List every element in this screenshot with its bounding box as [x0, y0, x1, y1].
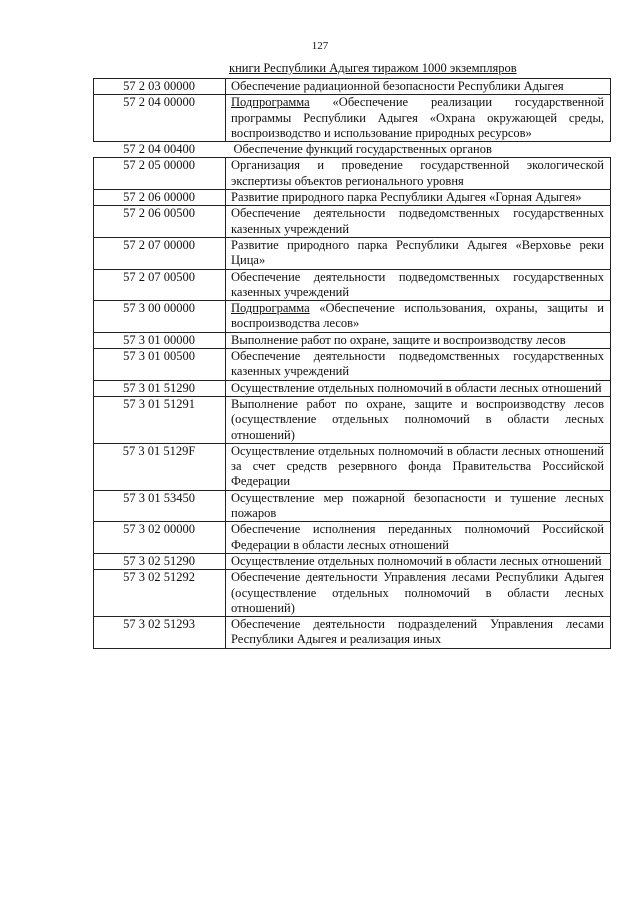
row-description	[226, 158, 611, 190]
table-row	[94, 142, 611, 158]
table-row	[94, 206, 611, 238]
table-row	[94, 190, 611, 206]
table-row	[94, 237, 611, 269]
table-row	[94, 490, 611, 522]
row-code: 57 3 02 51292	[94, 570, 226, 617]
row-text: Осуществление отдельных полномочий в области лесных отношений за счет средств резервного фонда Правительства Российской Федерации	[231, 443, 604, 489]
row-text: Выполнение работ по охране, защите и воспроизводству лесов (осуществление отдельных полномочий в области лесных отношений)	[231, 396, 604, 442]
row-description	[226, 237, 611, 269]
row-code: 57 3 00 00000	[94, 301, 226, 333]
row-description	[226, 570, 611, 617]
row-text: Развитие природного парка Республики Адыгея «Горная Адыгея»	[231, 190, 582, 205]
row-code: 57 2 03 00000	[94, 79, 226, 95]
table-row	[94, 301, 611, 333]
row-text: Обеспечение радиационной безопасности Республики Адыгея	[231, 79, 564, 93]
row-code: 57 3 02 51290	[94, 553, 226, 569]
row-description	[226, 190, 611, 206]
row-code: 57 3 01 5129F	[94, 443, 226, 490]
continuation-text: книги Республики Адыгея тиражом 1000 экземпляров	[229, 61, 517, 75]
row-code: 57 2 07 00500	[94, 269, 226, 301]
row-description	[226, 332, 611, 348]
table-row	[94, 570, 611, 617]
row-text: Обеспечение исполнения переданных полномочий Российской Федерации в области лесных отношений	[231, 522, 604, 552]
table-row	[94, 332, 611, 348]
row-text: Обеспечение функций государственных органов	[233, 142, 492, 157]
row-text: Выполнение работ по охране, защите и воспроизводству лесов	[231, 332, 566, 347]
subprogram-label: Подпрограмма	[231, 301, 310, 316]
row-text: Организация и проведение государственной экологической экспертизы объектов регионального уровня	[231, 158, 604, 188]
row-text: Обеспечение деятельности подведомственных государственных казенных учреждений	[231, 206, 604, 236]
row-text: Осуществление мер пожарной безопасности и тушение лесных пожаров	[231, 490, 604, 521]
table-row	[94, 349, 611, 381]
row-code: 57 2 04 00000	[94, 95, 226, 142]
row-text: Осуществление отдельных полномочий в области лесных отношений	[231, 380, 602, 395]
row-code: 57 3 02 51293	[94, 617, 226, 649]
row-code: 57 3 01 00500	[94, 349, 226, 381]
row-description	[226, 79, 611, 95]
row-text: Обеспечение деятельности подразделений Управления лесами Республики Адыгея и реализация иных	[231, 617, 604, 647]
row-code: 57 3 02 00000	[94, 522, 226, 554]
row-text: «Обеспечение реализации государственной программы Республики Адыгея «Охрана окружающей среды, воспроизводство и использование природных ресурсов»	[231, 95, 604, 140]
table-row	[94, 553, 611, 569]
row-code: 57 2 07 00000	[94, 237, 226, 269]
row-description	[226, 553, 611, 569]
row-description	[226, 301, 611, 333]
row-description	[226, 380, 611, 396]
row-code: 57 3 01 51290	[94, 380, 226, 396]
row-code: 57 2 04 00400	[123, 142, 195, 157]
row-description	[226, 617, 611, 649]
table-row	[94, 617, 611, 649]
table-row	[94, 522, 611, 554]
row-code: 57 3 01 00000	[94, 332, 226, 348]
row-text: Развитие природного парка Республики Адыгея «Верховье реки Цица»	[231, 237, 604, 268]
row-description	[226, 206, 611, 238]
row-code: 57 3 01 53450	[94, 490, 226, 522]
row-description	[226, 349, 611, 381]
row-text: «Обеспечение использования, охраны, защиты и воспроизводства лесов»	[231, 301, 604, 331]
row-description	[226, 490, 611, 522]
table-row	[94, 380, 611, 396]
table-row	[94, 95, 611, 142]
row-description	[226, 443, 611, 490]
row-description	[226, 95, 611, 142]
row-description	[226, 269, 611, 301]
table-row	[94, 396, 611, 443]
table-row	[94, 158, 611, 190]
table-row	[94, 443, 611, 490]
page-number: 127	[311, 40, 329, 52]
table-row	[94, 79, 611, 95]
row-code: 57 2 06 00500	[94, 206, 226, 238]
row-code: 57 2 05 00000	[94, 158, 226, 190]
subprogram-label: Подпрограмма	[231, 95, 310, 110]
row-description	[226, 522, 611, 554]
row-text: Обеспечение деятельности подведомственных государственных казенных учреждений	[231, 269, 604, 299]
row-text: Осуществление отдельных полномочий в области лесных отношений	[231, 553, 602, 568]
row-description	[226, 142, 611, 158]
row-description	[226, 396, 611, 443]
row-code: 57 3 01 51291	[94, 396, 226, 443]
row-text: Обеспечение деятельности подведомственных государственных казенных учреждений	[231, 349, 604, 379]
budget-code-table	[93, 78, 611, 649]
row-code: 57 2 06 00000	[94, 190, 226, 206]
table-row	[94, 269, 611, 301]
row-text: Обеспечение деятельности Управления лесами Республики Адыгея (осуществление отдельных полномочий в области лесных отношений)	[231, 570, 604, 615]
